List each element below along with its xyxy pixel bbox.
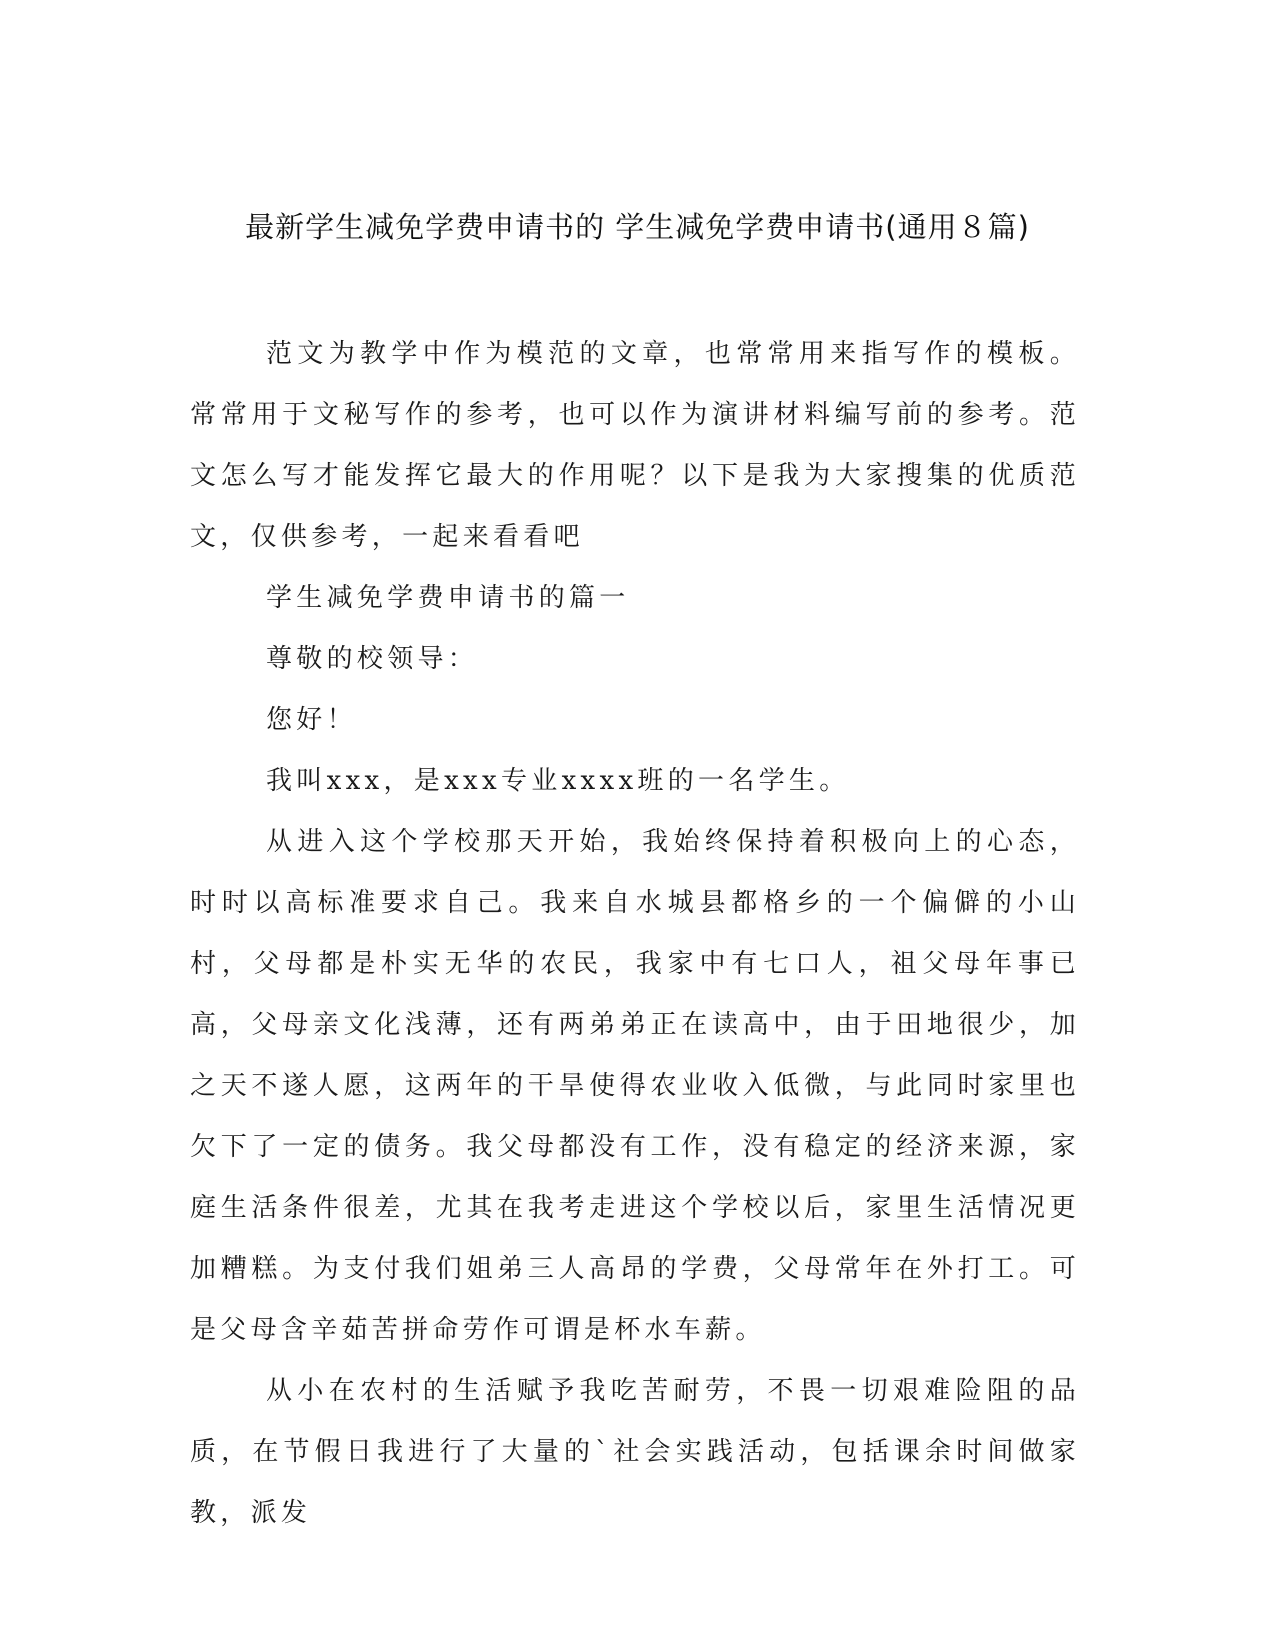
greeting: 您好！ <box>266 705 357 735</box>
document-body <box>190 324 1080 1544</box>
body-paragraph: 从进入这个学校那天开始，我始终保持着积极向上的心态，时时以高标准要求自己。我来自水城县都格乡的一个偏僻的小山村，父母都是朴实无华的农民，我家中有七口人，祖父母年事已高，父母亲文化浅薄，还有两弟弟正在读高中，由于田地很少，加之天不遂人愿，这两年的干旱使得农业收入低微，与此同时家里也欠下了一定的债务。我父母都没有工作，没有稳定的经济来源，家庭生活条件很差，尤其在我考走进这个学校以后，家里生活情况更加糟糕。为支付我们姐弟三人高昂的学费，父母常年在外打工。可是父母含辛茹苦拼命劳作可谓是杯水车薪。 <box>190 827 1080 1345</box>
section-heading: 学生减免学费申请书的篇一 <box>266 583 630 613</box>
body-paragraph: 从小在农村的生活赋予我吃苦耐劳，不畏一切艰难险阻的品质，在节假日我进行了大量的`社会实践活动，包括课余时间做家教，派发 <box>190 1376 1080 1528</box>
self-introduction: 我叫xxx，是xxx专业xxxx班的一名学生。 <box>266 766 850 796</box>
salutation: 尊敬的校领导： <box>266 644 479 674</box>
document-title: 最新学生减免学费申请书的 学生减免学费申请书(通用８篇) <box>245 210 1030 244</box>
intro-paragraph: 范文为教学中作为模范的文章，也常常用来指写作的模板。常常用于文秘写作的参考，也可以作为演讲材料编写前的参考。范文怎么写才能发挥它最大的作用呢？以下是我为大家搜集的优质范文，仅供参考，一起来看看吧 <box>190 339 1080 552</box>
